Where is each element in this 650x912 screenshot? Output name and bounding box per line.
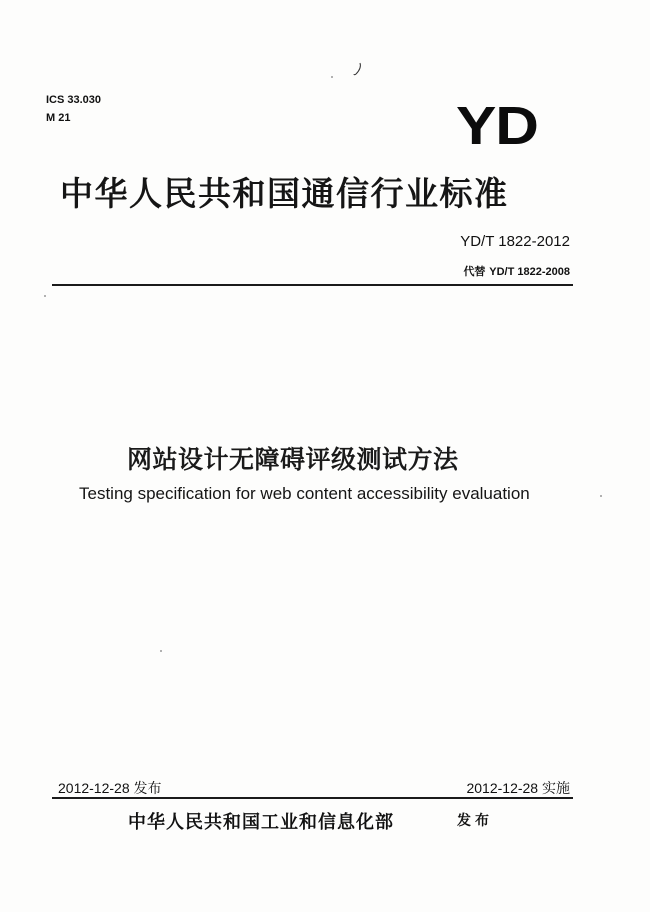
- yd-logo: YD: [456, 96, 538, 156]
- ics-code: ICS 33.030: [46, 94, 102, 106]
- scan-speck: [600, 495, 602, 497]
- scan-speck: [160, 650, 162, 652]
- pen-mark: [352, 62, 364, 78]
- document-title-chinese: 网站设计无障碍评级测试方法: [127, 445, 459, 474]
- scan-speck: [44, 295, 46, 297]
- replaces-number: YD/T 1822-2008: [489, 266, 570, 278]
- standard-number: YD/T 1822-2012: [460, 233, 570, 250]
- publication-date: 2012-12-28 发布: [58, 780, 162, 796]
- industry-standard-title: 中华人民共和国通信行业标准: [60, 174, 509, 213]
- replaces-prefix: 代替: [463, 265, 486, 278]
- top-divider: [52, 284, 573, 286]
- document-title-english: Testing specification for web content accessibility evaluation: [79, 484, 530, 503]
- issuing-ministry: 中华人民共和国工业和信息化部: [128, 812, 394, 833]
- implementation-date: 2012-12-28 实施: [466, 780, 570, 796]
- scan-speck: [331, 76, 333, 78]
- issue-label: 发布: [457, 813, 493, 829]
- bottom-divider: [52, 797, 573, 799]
- classification-code: M 21: [46, 112, 71, 124]
- replaces-standard: [463, 263, 570, 279]
